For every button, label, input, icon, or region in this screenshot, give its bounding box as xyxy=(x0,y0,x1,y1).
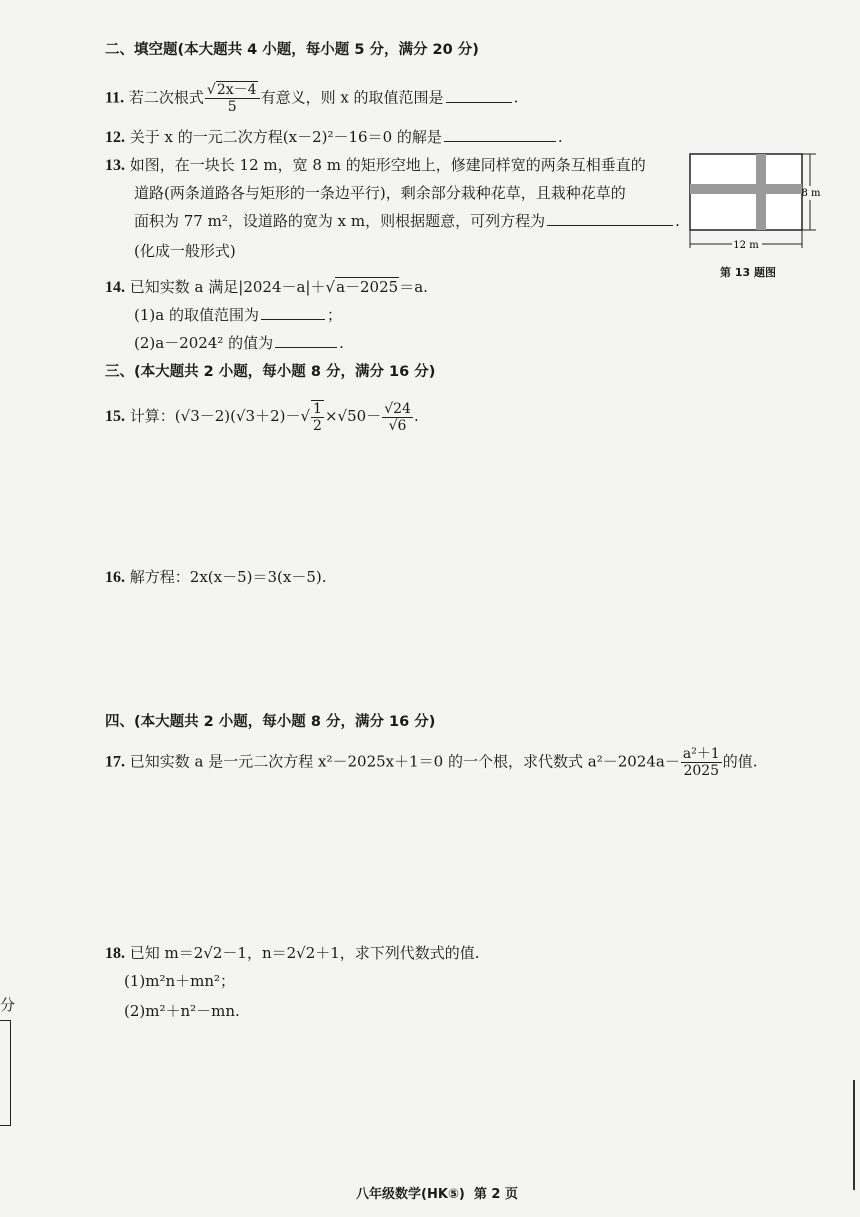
question-14-part1: (1)a 的取值范围为 ； xyxy=(134,306,342,324)
question-number: 11. xyxy=(105,89,125,107)
question-number: 12. xyxy=(105,129,125,146)
answer-blank xyxy=(446,101,512,103)
section-4-header: 四、(本大题共 2 小题，每小题 8 分，满分 16 分) xyxy=(105,714,436,730)
question-18: 18. 已知 m＝2√2－1，n＝2√2＋1，求下列代数式的值. xyxy=(105,944,480,962)
answer-blank xyxy=(275,346,337,348)
question-18-part1: (1)m²n＋mn²； xyxy=(124,972,236,990)
question-13-line4: (化成一般形式) xyxy=(134,242,236,260)
question-number: 18. xyxy=(105,945,125,962)
question-16: 16. 解方程：2x(x－5)＝3(x－5). xyxy=(105,568,327,586)
width-label: 12 m xyxy=(733,240,759,251)
answer-blank xyxy=(547,224,673,226)
question-15: 15. 计算：(√3－2)(√3＋2)－√ $\frac{1}{2}$ ×√50－ $\frac{√24}{√6}$ . xyxy=(105,400,419,435)
question-11: 11. 若二次根式 $\frac{√2x-4}{5}$ 有意义，则 x 的取值范围是 . xyxy=(105,82,519,116)
page-footer xyxy=(356,1183,518,1202)
question-13-line2: 道路(两条道路各与矩形的一条边平行)，剩余部分栽种花草，且栽种花草的 xyxy=(134,184,626,202)
vertical-road xyxy=(756,154,766,230)
fraction: $\frac{√2x-4}{5}$ xyxy=(205,82,260,115)
page-number: 第 2 页 xyxy=(473,1187,519,1202)
horizontal-road xyxy=(690,184,802,194)
figure-13 xyxy=(684,148,824,266)
question-13: 13. 如图，在一块长 12 m，宽 8 m 的矩形空地上，修建同样宽的两条互相垂直的 xyxy=(105,156,646,174)
answer-blank xyxy=(444,140,556,142)
scan-edge-mark xyxy=(853,1080,855,1190)
question-number: 14. xyxy=(105,279,125,296)
margin-score-char: 分 xyxy=(0,996,16,1014)
figure-13-caption: 第 13 题图 xyxy=(720,266,776,279)
question-12: 12. 关于 x 的一元二次方程(x－2)²－16＝0 的解是 . xyxy=(105,128,563,146)
question-14: 14. 已知实数 a 满足|2024－a|＋√a－2025＝a. xyxy=(105,278,428,296)
question-13-line3: 面积为 77 m²，设道路的宽为 x m，则根据题意，可列方程为 . xyxy=(134,212,680,230)
question-number: 16. xyxy=(105,569,125,586)
margin-score-box xyxy=(0,1020,11,1126)
section-3-header: 三、(本大题共 2 小题，每小题 8 分，满分 16 分) xyxy=(105,364,436,380)
question-17: 17. 已知实数 a 是一元二次方程 x²－2025x＋1＝0 的一个根，求代数式 a²－2024a－ $\frac{\text{a²＋1}}{2025}$ 的值. xyxy=(105,746,758,780)
question-number: 15. xyxy=(105,408,125,426)
question-14-part2: (2)a－2024² 的值为 . xyxy=(134,334,344,352)
footer-title: 八年级数学(HK⑤) xyxy=(356,1187,465,1202)
question-number: 17. xyxy=(105,753,125,771)
question-number: 13. xyxy=(105,157,125,174)
section-2-header: 二、填空题(本大题共 4 小题，每小题 5 分，满分 20 分) xyxy=(105,42,479,58)
height-label: 8 m xyxy=(801,188,821,199)
answer-blank xyxy=(261,318,325,320)
question-18-part2: (2)m²＋n²－mn. xyxy=(124,1002,240,1020)
